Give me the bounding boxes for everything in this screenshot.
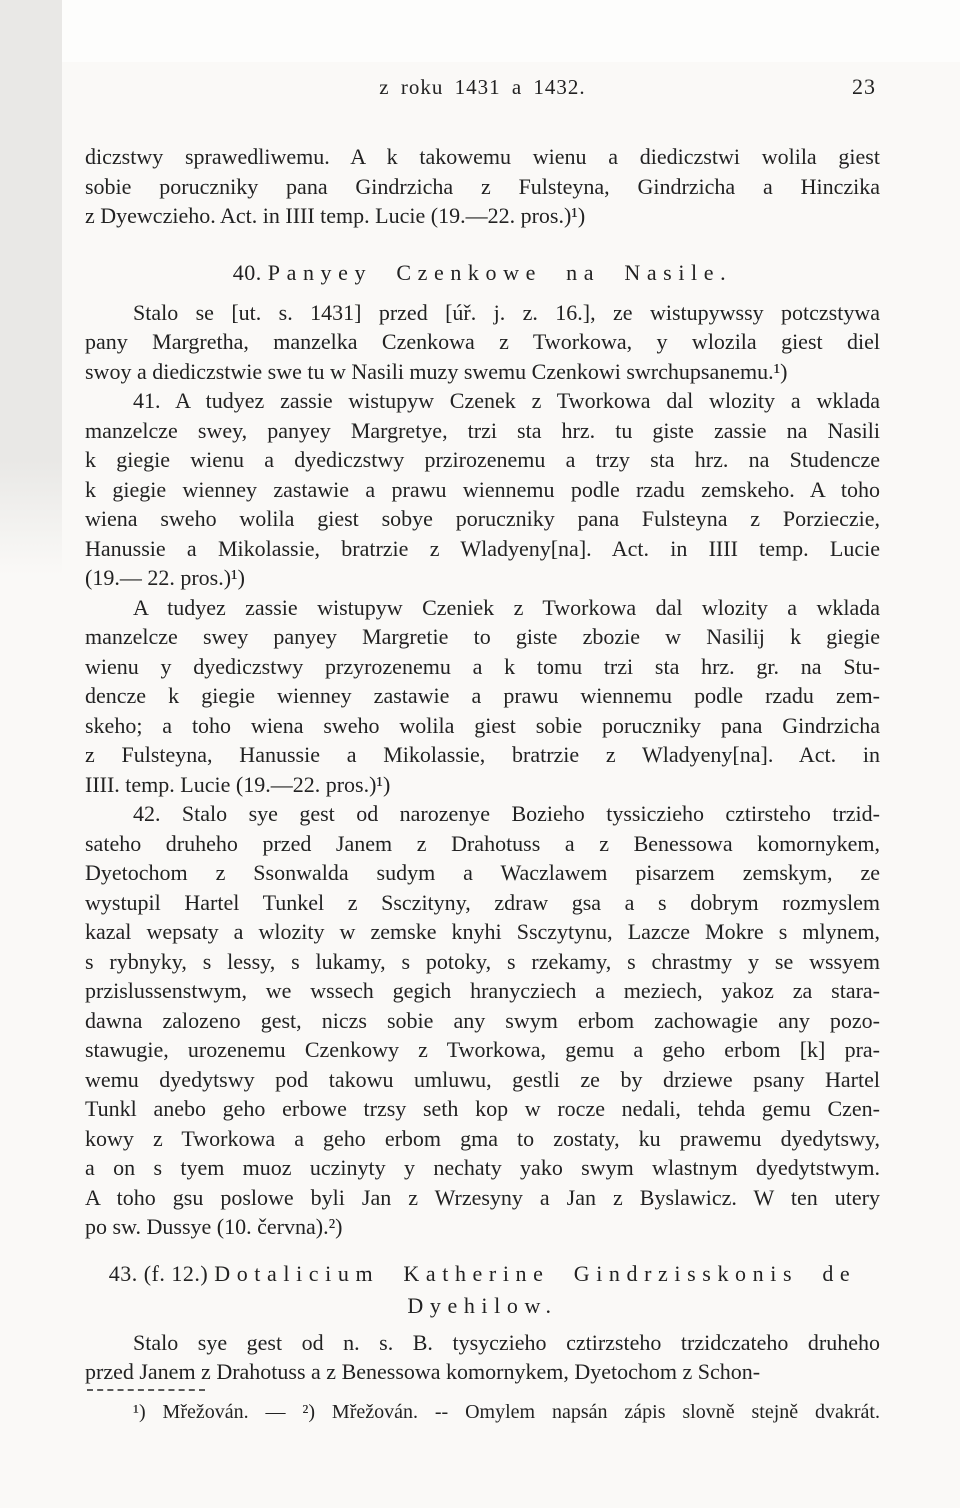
text-line: przislussenstwym, we wssech gegich hranycziech a meziech, yakoz za stara-: [85, 978, 880, 1003]
content-area: [85, 142, 880, 1387]
text-line: k giegie wienney zastawie a prawu wiennemu podle rzadu zemskeho. A toho: [85, 476, 880, 502]
text-line: k giegie wienu a dyediczstwy przirozenemu a trzy sta hrz. na Studencze: [85, 447, 880, 472]
text-line: A toho gsu poslowe byli Jan z Wrzesyny a Jan z Byslawicz. W ten utery: [85, 1184, 880, 1210]
text-line: Dyetochom z Ssonwalda sudym a Waczlawem pisarzem zemskym, ze: [85, 860, 880, 885]
text-line: manzelcze swey panyey Margretie to giste zbozie w Nasilij k giegie: [85, 624, 880, 649]
text-line: Stalo se [ut. s. 1431] przed [úř. j. z. 16.], ze wistupywssy potczstywa: [133, 299, 880, 325]
text-line: wiena sweho wolila giest sobye poruczniky pana Fulsteyna z Porzieczie,: [85, 506, 880, 531]
scan-margin-left: [0, 0, 62, 575]
heading-number: 40.: [232, 259, 268, 285]
heading-line: [85, 258, 880, 288]
text-line: kowy z Tworkowa a geho erbom gma to zostaty, ku prawemu dyedytswy,: [85, 1125, 880, 1151]
running-head-title: z roku 1431 a 1432.: [379, 75, 586, 99]
heading-spaced-text: Dyehilow.: [407, 1292, 558, 1318]
text-line: wienu y dyediczstwy przyrozenemu a k tomu trzi sta hrz. gr. na Stu-: [85, 653, 880, 679]
text-line: A tudyez zassie wistupyw Czeniek z Tworkowa dal wlozity a wklada: [133, 594, 880, 620]
running-head: [85, 74, 880, 100]
text-line: sateho druheho przed Janem z Drahotuss a z Benessowa komornykem,: [85, 830, 880, 856]
paragraph: [85, 799, 880, 1242]
text-line: manzelcze swey, panyey Margretye, trzi sta hrz. tu giste zassie na Nasili: [85, 417, 880, 443]
text-line: skeho; a toho wiena sweho wolila giest sobie poruczniky pana Gindrzicha: [85, 712, 880, 738]
page-number: 23: [852, 74, 876, 99]
paragraph: [85, 386, 880, 593]
text-line: 41. A tudyez zassie wistupyw Czenek z Tworkowa dal wlozity a wklada: [133, 388, 880, 413]
text-line: dawna zalozeno gest, niczs sobie any swym erbom zachowagie any pozo-: [85, 1007, 880, 1033]
text-line: Tunkl anebo geho erbowe trzsy seth kop w rocze nedali, tehda gemu Czen-: [85, 1096, 880, 1121]
paragraph: [85, 142, 880, 231]
text-line: kazal wepsaty a wlozity w zemske knyhi Ssczytynu, Lazcze Mokre s mlynem,: [85, 919, 880, 944]
paragraph: [85, 1328, 880, 1387]
entry-heading: [85, 258, 880, 288]
text-line: 42. Stalo sye gest od narozenye Bozieho tyssiczieho cztirsteho trzid-: [133, 801, 880, 826]
text-line: sobie poruczniky pana Gindrzicha z Fulsteyna, Gindrzicha a Hinczika: [85, 173, 880, 199]
book-page: [85, 0, 880, 1425]
text-line: s rybnyky, s lessy, s lukamy, s potoky, s rzekamy, s chrastmy y se wssyem: [85, 948, 880, 974]
paragraph: [85, 593, 880, 800]
text-line: (19.— 22. pros.)¹): [85, 565, 245, 590]
text-line: diczstwy sprawedliwemu. A k takowemu wienu a diediczstwi wolila giest: [85, 144, 880, 169]
footnote-rule: [87, 1389, 205, 1391]
heading-spaced-text: Dotalicium Katherine Gindrzisskonis de: [214, 1260, 857, 1286]
text-line: swoy a diediczstwie swe tu w Nasili muzy swemu Czenkowi swrchupsanemu.¹): [85, 358, 788, 384]
text-line: wystupil Hartel Tunkel z Ssczityny, zdraw gsa a s dobrym rozmyslem: [85, 889, 880, 915]
heading-spaced-text: Panyey Czenkowe na Nasile.: [267, 259, 733, 285]
text-line: Hanussie a Mikolassie, bratrzie z Wladyeny[na]. Act. in IIII temp. Lucie: [85, 535, 880, 561]
text-line: a on s tyem muoz uczinyty y nechaty yako swym wlastnym dyedytstwym.: [85, 1155, 880, 1180]
heading-number: 43. (f. 12.): [108, 1260, 215, 1286]
text-line: z Fulsteyna, Hanussie a Mikolassie, bratrzie z Wladyeny[na]. Act. in: [85, 742, 880, 767]
text-line: stawugie, urozenemu Czenkowy z Tworkowa, gemu a geho erbom [k] pra-: [85, 1037, 880, 1062]
footnote-text: ¹) Mřežován. — ²) Mřežován. -- Omylem napsán zápis slovně stejně dvakrát.: [133, 1400, 880, 1423]
heading-line: [85, 1258, 880, 1290]
text-line: przed Janem z Drahotuss a z Benessowa komornykem, Dyetochom z Schon-: [85, 1359, 761, 1384]
text-line: Stalo sye gest od n. s. B. tysyczieho cztirzsteho trzidczateho druheho: [133, 1329, 880, 1355]
text-line: z Dyewczieho. Act. in IIII temp. Lucie (19.—22. pros.)¹): [85, 203, 586, 228]
entry-heading: [85, 1258, 880, 1322]
text-line: dencze k giegie wienney zastawie a prawu wiennemu podle rzadu zem-: [85, 683, 880, 708]
text-line: pany Margretha, manzelka Czenkowa z Tworkowa, y wlozila giest diel: [85, 329, 880, 354]
paragraph: [85, 298, 880, 387]
heading-line: [85, 1290, 880, 1322]
text-line: IIII. temp. Lucie (19.—22. pros.)¹): [85, 771, 391, 797]
text-line: po sw. Dussye (10. června).²): [85, 1214, 343, 1239]
text-line: wemu dyedytswy pod takowu umluwu, gestli ze by drziewe psany Hartel: [85, 1066, 880, 1092]
